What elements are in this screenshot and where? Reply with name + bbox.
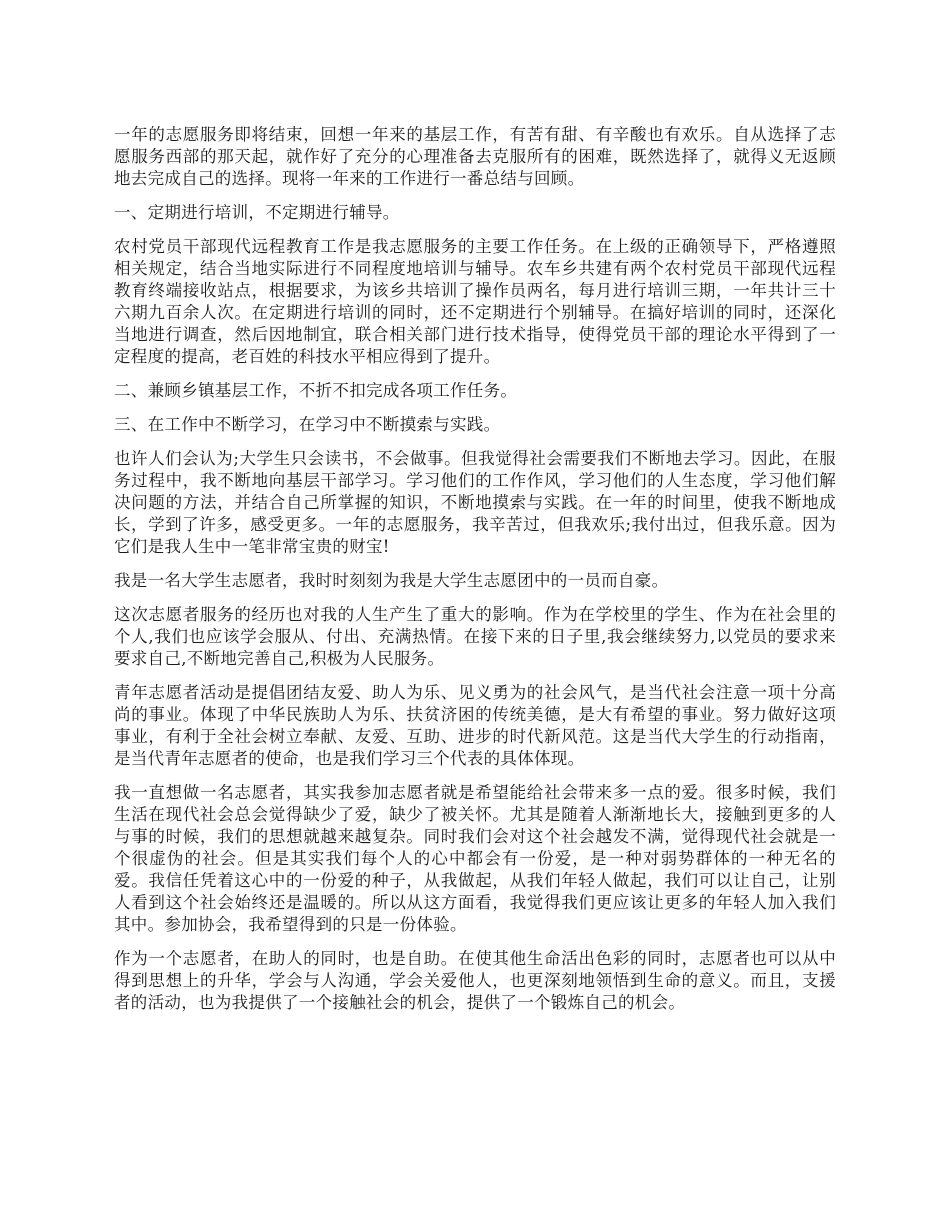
- youth-volunteer-paragraph: 青年志愿者活动是提倡团结友爱、助人为乐、见义勇为的社会风气，是当代社会注意一项十分高尚的事业。体现了中华民族助人为乐、扶贫济困的传统美德，是大有希望的事业。努力做好这项事业，有利于全社会树立奉献、友爱、互助、进步的时代新风范。这是当代大学生的行动指南，是当代青年志愿者的使命，也是我们学习三个代表的具体体现。: [114, 683, 836, 768]
- pride-paragraph: 我是一名大学生志愿者，我时时刻刻为我是大学生志愿团中的一员而自豪。: [114, 571, 669, 590]
- training-paragraph: 农村党员干部现代远程教育工作是我志愿服务的主要工作任务。在上级的正确领导下，严格遵照相关规定，结合当地实际进行不同程度地培训与辅导。农车乡共建有两个农村党员干部现代远程教育终端接收站点，根据要求，为该乡共培训了操作员两名，每月进行培训三期，一年共计三十六期九百余人次。在定期进行培训的同时，还不定期进行个别辅导。在搞好培训的同时，还深化当地进行调查，然后因地制宜，联合相关部门进行技术指导，使得党员干部的理论水平得到了一定程度的提高，老百姓的科技水平相应得到了提升。: [114, 237, 836, 366]
- section-heading-1: 一、定期进行培训，不定期进行辅导。: [114, 203, 400, 222]
- intro-paragraph: 一年的志愿服务即将结束，回想一年来的基层工作，有苦有甜、有辛酸也有欢乐。自从选择了志愿服务西部的那天起，就作好了充分的心理准备去克服所有的困难，既然选择了，就得义无返顾地去完成自己的选择。现将一年来的工作进行一番总结与回顾。: [114, 125, 836, 188]
- love-paragraph: 我一直想做一名志愿者，其实我参加志愿者就是希望能给社会带来多一点的爱。很多时候，我们生活在现代社会总会觉得缺少了爱，缺少了被关怀。尤其是随着人渐渐地长大，接触到更多的人与事的时候，我们的思想就越来越复杂。同时我们会对这个社会越发不满，觉得现代社会就是一个很虚伪的社会。但是其实我们每个人的心中都会有一份爱，是一种对弱势群体的一种无名的爱。我信任凭着这心中的一份爱的种子，从我做起，从我们年轻人做起，我们可以让自己，让别人看到这个社会始终还是温暖的。所以从这方面看，我觉得我们更应该让更多的年轻人加入我们其中。参加协会，我希望得到的只是一份体验。: [114, 783, 836, 934]
- influence-paragraph: 这次志愿者服务的经历也对我的人生产生了重大的影响。作为在学校里的学生、作为在社会里的个人,我们也应该学会服从、付出、充满热情。在接下来的日子里,我会继续努力,以党员的要求来要求自己,不断地完善自己,积极为人民服务。: [114, 605, 836, 668]
- conclusion-paragraph: 作为一个志愿者，在助人的同时，也是自助。在使其他生命活出色彩的同时，志愿者也可以从中得到思想上的升华，学会与人沟通，学会关爱他人，也更深刻地领悟到生命的意义。而且，支援者的活动，也为我提供了一个接触社会的机会，提供了一个锻炼自己的机会。: [114, 949, 836, 1012]
- section-heading-2: 二、兼顾乡镇基层工作，不折不扣完成各项工作任务。: [114, 381, 518, 400]
- learning-paragraph: 也许人们会认为;大学生只会读书，不会做事。但我觉得社会需要我们不断地去学习。因此，在服务过程中，我不断地向基层干部学习。学习他们的工作作风，学习他们的人生态度，学习他们解决问题的方法，并结合自己所掌握的知识，不断地摸索与实践。在一年的时间里，使我不断地成长，学到了许多，感受更多。一年的志愿服务，我辛苦过，但我欢乐;我付出过，但我乐意。因为它们是我人生中一笔非常宝贵的财宝!: [114, 449, 836, 556]
- section-heading-3: 三、在工作中不断学习，在学习中不断摸索与实践。: [114, 415, 501, 434]
- document-body: [114, 124, 836, 1026]
